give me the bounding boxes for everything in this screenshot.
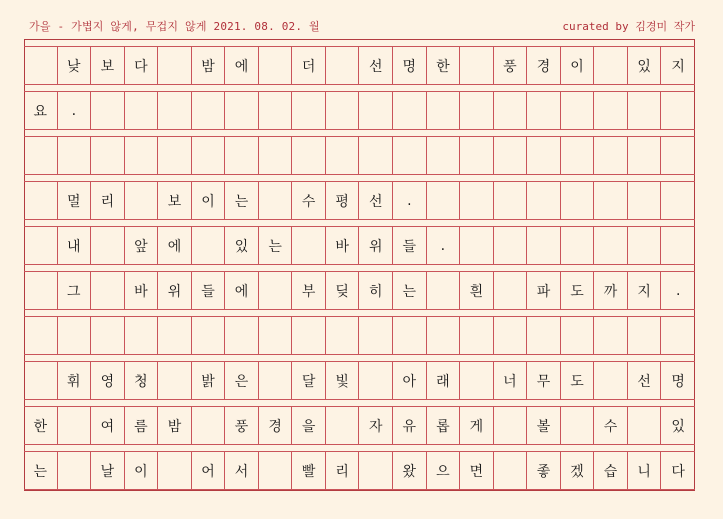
grid-cell (24, 182, 58, 219)
grid-row (24, 40, 695, 85)
grid-cell (594, 317, 628, 354)
grid-cell: 지 (628, 272, 662, 309)
grid-cell: 빛 (326, 362, 360, 399)
grid-cell (91, 272, 125, 309)
grid-cell (58, 317, 92, 354)
grid-cell (259, 317, 293, 354)
grid-cell: . (675, 282, 681, 299)
grid-cell (125, 182, 159, 219)
row-cells (24, 227, 695, 265)
grid-cell (393, 137, 427, 174)
row-cells (24, 92, 695, 130)
grid-cell: 보 (91, 47, 125, 84)
grid-cell: 무 (527, 362, 561, 399)
grid-cell (527, 137, 561, 174)
grid-cell (427, 317, 461, 354)
grid-cell: 롭 (427, 407, 461, 444)
grid-cell (259, 362, 293, 399)
grid-cell: 있 (671, 418, 685, 435)
grid-cell: 밝 (192, 362, 226, 399)
grid-cell: 경 (259, 407, 293, 444)
grid-cell (527, 317, 561, 354)
grid-cell: 수 (292, 182, 326, 219)
grid-cell (259, 272, 293, 309)
grid-cell (125, 137, 159, 174)
grid-cell: 평 (326, 182, 360, 219)
grid-cell: 명 (671, 373, 685, 390)
grid-cell: 는 (225, 182, 259, 219)
grid-cell: 선 (628, 362, 662, 399)
row-cells (24, 407, 695, 445)
grid-cell: 있 (628, 47, 662, 84)
grid-cell: 풍 (494, 47, 528, 84)
grid-cell (225, 317, 259, 354)
grid-cell (225, 92, 259, 129)
grid-cell (292, 137, 326, 174)
row-spacer (24, 265, 695, 272)
grid-cell: 앞 (125, 227, 159, 264)
grid-cell: 아 (393, 362, 427, 399)
grid-cell: 서 (225, 452, 259, 489)
grid-cell: 도 (561, 362, 595, 399)
grid-cell: 들 (393, 227, 427, 264)
grid-cell (561, 407, 595, 444)
grid-cell (427, 92, 461, 129)
header-title: 가을 - 가볍지 않게, 무겁지 않게 2021. 08. 02. 월 (29, 20, 320, 33)
grid-cell (326, 137, 360, 174)
grid-cell (427, 137, 461, 174)
grid-cell: 낮 (58, 47, 92, 84)
grid-cell (192, 407, 226, 444)
grid-cell: 지 (671, 58, 685, 75)
grid-cell: 에 (225, 47, 259, 84)
grid-cell: 한 (24, 407, 58, 444)
grid-cell (125, 92, 159, 129)
grid-cell (460, 362, 494, 399)
grid-cell (192, 137, 226, 174)
grid-cell: 요 (24, 92, 58, 129)
grid-cell: 겠 (561, 452, 595, 489)
grid-cell (326, 317, 360, 354)
grid-cell: . (58, 92, 92, 129)
grid-cell: 바 (125, 272, 159, 309)
grid-cell (661, 137, 695, 174)
grid-cell: 멀 (58, 182, 92, 219)
row-spacer (24, 355, 695, 362)
grid-cell (259, 137, 293, 174)
grid-cell (192, 227, 226, 264)
grid-cell (494, 92, 528, 129)
grid-cell: 이 (192, 182, 226, 219)
grid-cell (661, 182, 695, 219)
grid-cell: 풍 (225, 407, 259, 444)
grid-cell (594, 47, 628, 84)
grid-cell (359, 137, 393, 174)
grid-row (24, 220, 695, 265)
grid-cell (594, 362, 628, 399)
grid-cell: 다 (125, 47, 159, 84)
row-spacer (24, 445, 695, 452)
grid-cell (91, 137, 125, 174)
grid-cell (259, 182, 293, 219)
row-spacer (24, 130, 695, 137)
grid-cell (460, 47, 494, 84)
grid-cell (158, 317, 192, 354)
row-spacer (24, 400, 695, 407)
grid-cell: 도 (561, 272, 595, 309)
row-cells (24, 452, 695, 490)
grid-cell (292, 92, 326, 129)
grid-cell (292, 317, 326, 354)
grid-cell: 빨 (292, 452, 326, 489)
grid-cell (527, 92, 561, 129)
grid-cell (561, 92, 595, 129)
grid-cell: 위 (158, 272, 192, 309)
grid-cell: 이 (125, 452, 159, 489)
grid-cell (594, 182, 628, 219)
grid-cell: 왔 (393, 452, 427, 489)
grid-cell (91, 92, 125, 129)
header-credit: curated by 김경미 작가 (562, 20, 695, 33)
grid-cell (292, 227, 326, 264)
grid-cell (259, 452, 293, 489)
grid-cell (192, 317, 226, 354)
grid-cell (594, 92, 628, 129)
grid-cell: 선 (359, 182, 393, 219)
grid-cell (125, 317, 159, 354)
grid-cell: 는 (393, 272, 427, 309)
grid-cell (460, 317, 494, 354)
grid-cell: 들 (192, 272, 226, 309)
grid-cell (628, 182, 662, 219)
grid-cell (460, 137, 494, 174)
grid-cell: 너 (494, 362, 528, 399)
row-cells (24, 362, 695, 400)
row-spacer (24, 310, 695, 317)
grid-row (24, 400, 695, 445)
grid-row (24, 265, 695, 310)
row-spacer (24, 220, 695, 227)
grid-cell (24, 47, 58, 84)
grid-cell: 게 (460, 407, 494, 444)
grid-cell: 내 (58, 227, 92, 264)
grid-cell (494, 272, 528, 309)
grid-cell (158, 137, 192, 174)
grid-cell (259, 92, 293, 129)
grid-cell: . (393, 182, 427, 219)
grid-cell (58, 452, 92, 489)
row-cells (24, 137, 695, 175)
grid-cell: 부 (292, 272, 326, 309)
grid-cell: 좋 (527, 452, 561, 489)
grid-cell (24, 137, 58, 174)
row-spacer (24, 85, 695, 92)
grid-cell (427, 272, 461, 309)
grid-cell: 이 (561, 47, 595, 84)
grid-cell: 에 (158, 227, 192, 264)
grid-cell (494, 137, 528, 174)
grid-cell (393, 92, 427, 129)
grid-cell (158, 362, 192, 399)
grid-cell (24, 272, 58, 309)
grid-cell: 위 (359, 227, 393, 264)
grid-cell (158, 47, 192, 84)
grid-cell: 리 (326, 452, 360, 489)
grid-cell: 름 (125, 407, 159, 444)
grid-cell (326, 92, 360, 129)
grid-row (24, 445, 695, 490)
grid-cell: 딪 (326, 272, 360, 309)
grid-cell: 여 (91, 407, 125, 444)
grid-cell: 청 (125, 362, 159, 399)
grid-cell (460, 182, 494, 219)
grid-cell (561, 227, 595, 264)
grid-cell: 달 (292, 362, 326, 399)
grid-cell (628, 227, 662, 264)
grid-row (24, 85, 695, 130)
grid-cell (326, 47, 360, 84)
grid-row (24, 130, 695, 175)
header (0, 0, 723, 40)
grid-cell (494, 407, 528, 444)
grid-cell (561, 182, 595, 219)
grid-cell: 히 (359, 272, 393, 309)
grid-cell: 밤 (192, 47, 226, 84)
grid-cell: 더 (292, 47, 326, 84)
grid-cell (494, 182, 528, 219)
grid-cell (427, 182, 461, 219)
grid-cell: 까 (594, 272, 628, 309)
grid-cell: 파 (527, 272, 561, 309)
row-cells (24, 47, 695, 85)
grid-cell: 리 (91, 182, 125, 219)
grid-cell: 으 (427, 452, 461, 489)
grid-cell (359, 452, 393, 489)
grid-cell: 밤 (158, 407, 192, 444)
grid-cell (494, 317, 528, 354)
grid-cell: 한 (427, 47, 461, 84)
grid-cell (628, 407, 662, 444)
grid-cell (628, 92, 662, 129)
grid-cell (494, 452, 528, 489)
grid-cell (91, 227, 125, 264)
grid-cell: 자 (359, 407, 393, 444)
grid-cell: 면 (460, 452, 494, 489)
grid-cell: 어 (192, 452, 226, 489)
grid-cell (594, 227, 628, 264)
grid-cell: 습 (594, 452, 628, 489)
grid-cell (259, 47, 293, 84)
grid-cell: 경 (527, 47, 561, 84)
grid-cell: 영 (91, 362, 125, 399)
grid-cell: 유 (393, 407, 427, 444)
grid-cell (561, 317, 595, 354)
row-spacer (24, 175, 695, 182)
grid-cell (527, 182, 561, 219)
grid-cell (58, 407, 92, 444)
grid-cell (661, 227, 695, 264)
grid-cell (628, 317, 662, 354)
grid-cell (594, 137, 628, 174)
grid-cell (192, 92, 226, 129)
row-cells (24, 272, 695, 310)
grid-cell: 는 (259, 227, 293, 264)
grid-cell: 그 (58, 272, 92, 309)
grid-cell (359, 92, 393, 129)
grid-cell: 수 (594, 407, 628, 444)
grid-cell (628, 137, 662, 174)
row-cells (24, 317, 695, 355)
grid-cell (24, 317, 58, 354)
grid-cell: . (427, 227, 461, 264)
grid-cell: 볼 (527, 407, 561, 444)
grid-cell (460, 92, 494, 129)
grid-cell (158, 452, 192, 489)
grid-cell (24, 362, 58, 399)
grid-cell (158, 92, 192, 129)
grid-cell: 명 (393, 47, 427, 84)
grid-cell: 을 (292, 407, 326, 444)
grid-row (24, 175, 695, 220)
grid-cell (527, 227, 561, 264)
grid-cell: 니 (628, 452, 662, 489)
grid-cell: 휘 (58, 362, 92, 399)
row-cells (24, 182, 695, 220)
grid-cell: 있 (225, 227, 259, 264)
grid-cell: 바 (326, 227, 360, 264)
grid-cell (393, 317, 427, 354)
grid-cell (494, 227, 528, 264)
grid-row (24, 310, 695, 355)
grid-cell: 보 (158, 182, 192, 219)
grid-cell (225, 137, 259, 174)
grid-cell: 날 (91, 452, 125, 489)
grid-cell: 는 (24, 452, 58, 489)
grid-cell: 에 (225, 272, 259, 309)
grid-cell (661, 92, 695, 129)
grid-cell: 선 (359, 47, 393, 84)
grid-cell (58, 137, 92, 174)
row-spacer (24, 40, 695, 47)
grid-cell: 래 (427, 362, 461, 399)
grid-cell: 다 (671, 463, 685, 480)
grid-cell (460, 227, 494, 264)
grid-cell (359, 317, 393, 354)
grid-cell (91, 317, 125, 354)
grid-cell (24, 227, 58, 264)
grid-cell (661, 317, 695, 354)
grid-cell: 은 (225, 362, 259, 399)
grid-cell (561, 137, 595, 174)
grid-cell (326, 407, 360, 444)
grid-row (24, 355, 695, 400)
grid-cell (359, 362, 393, 399)
grid-cell: 흰 (460, 272, 494, 309)
